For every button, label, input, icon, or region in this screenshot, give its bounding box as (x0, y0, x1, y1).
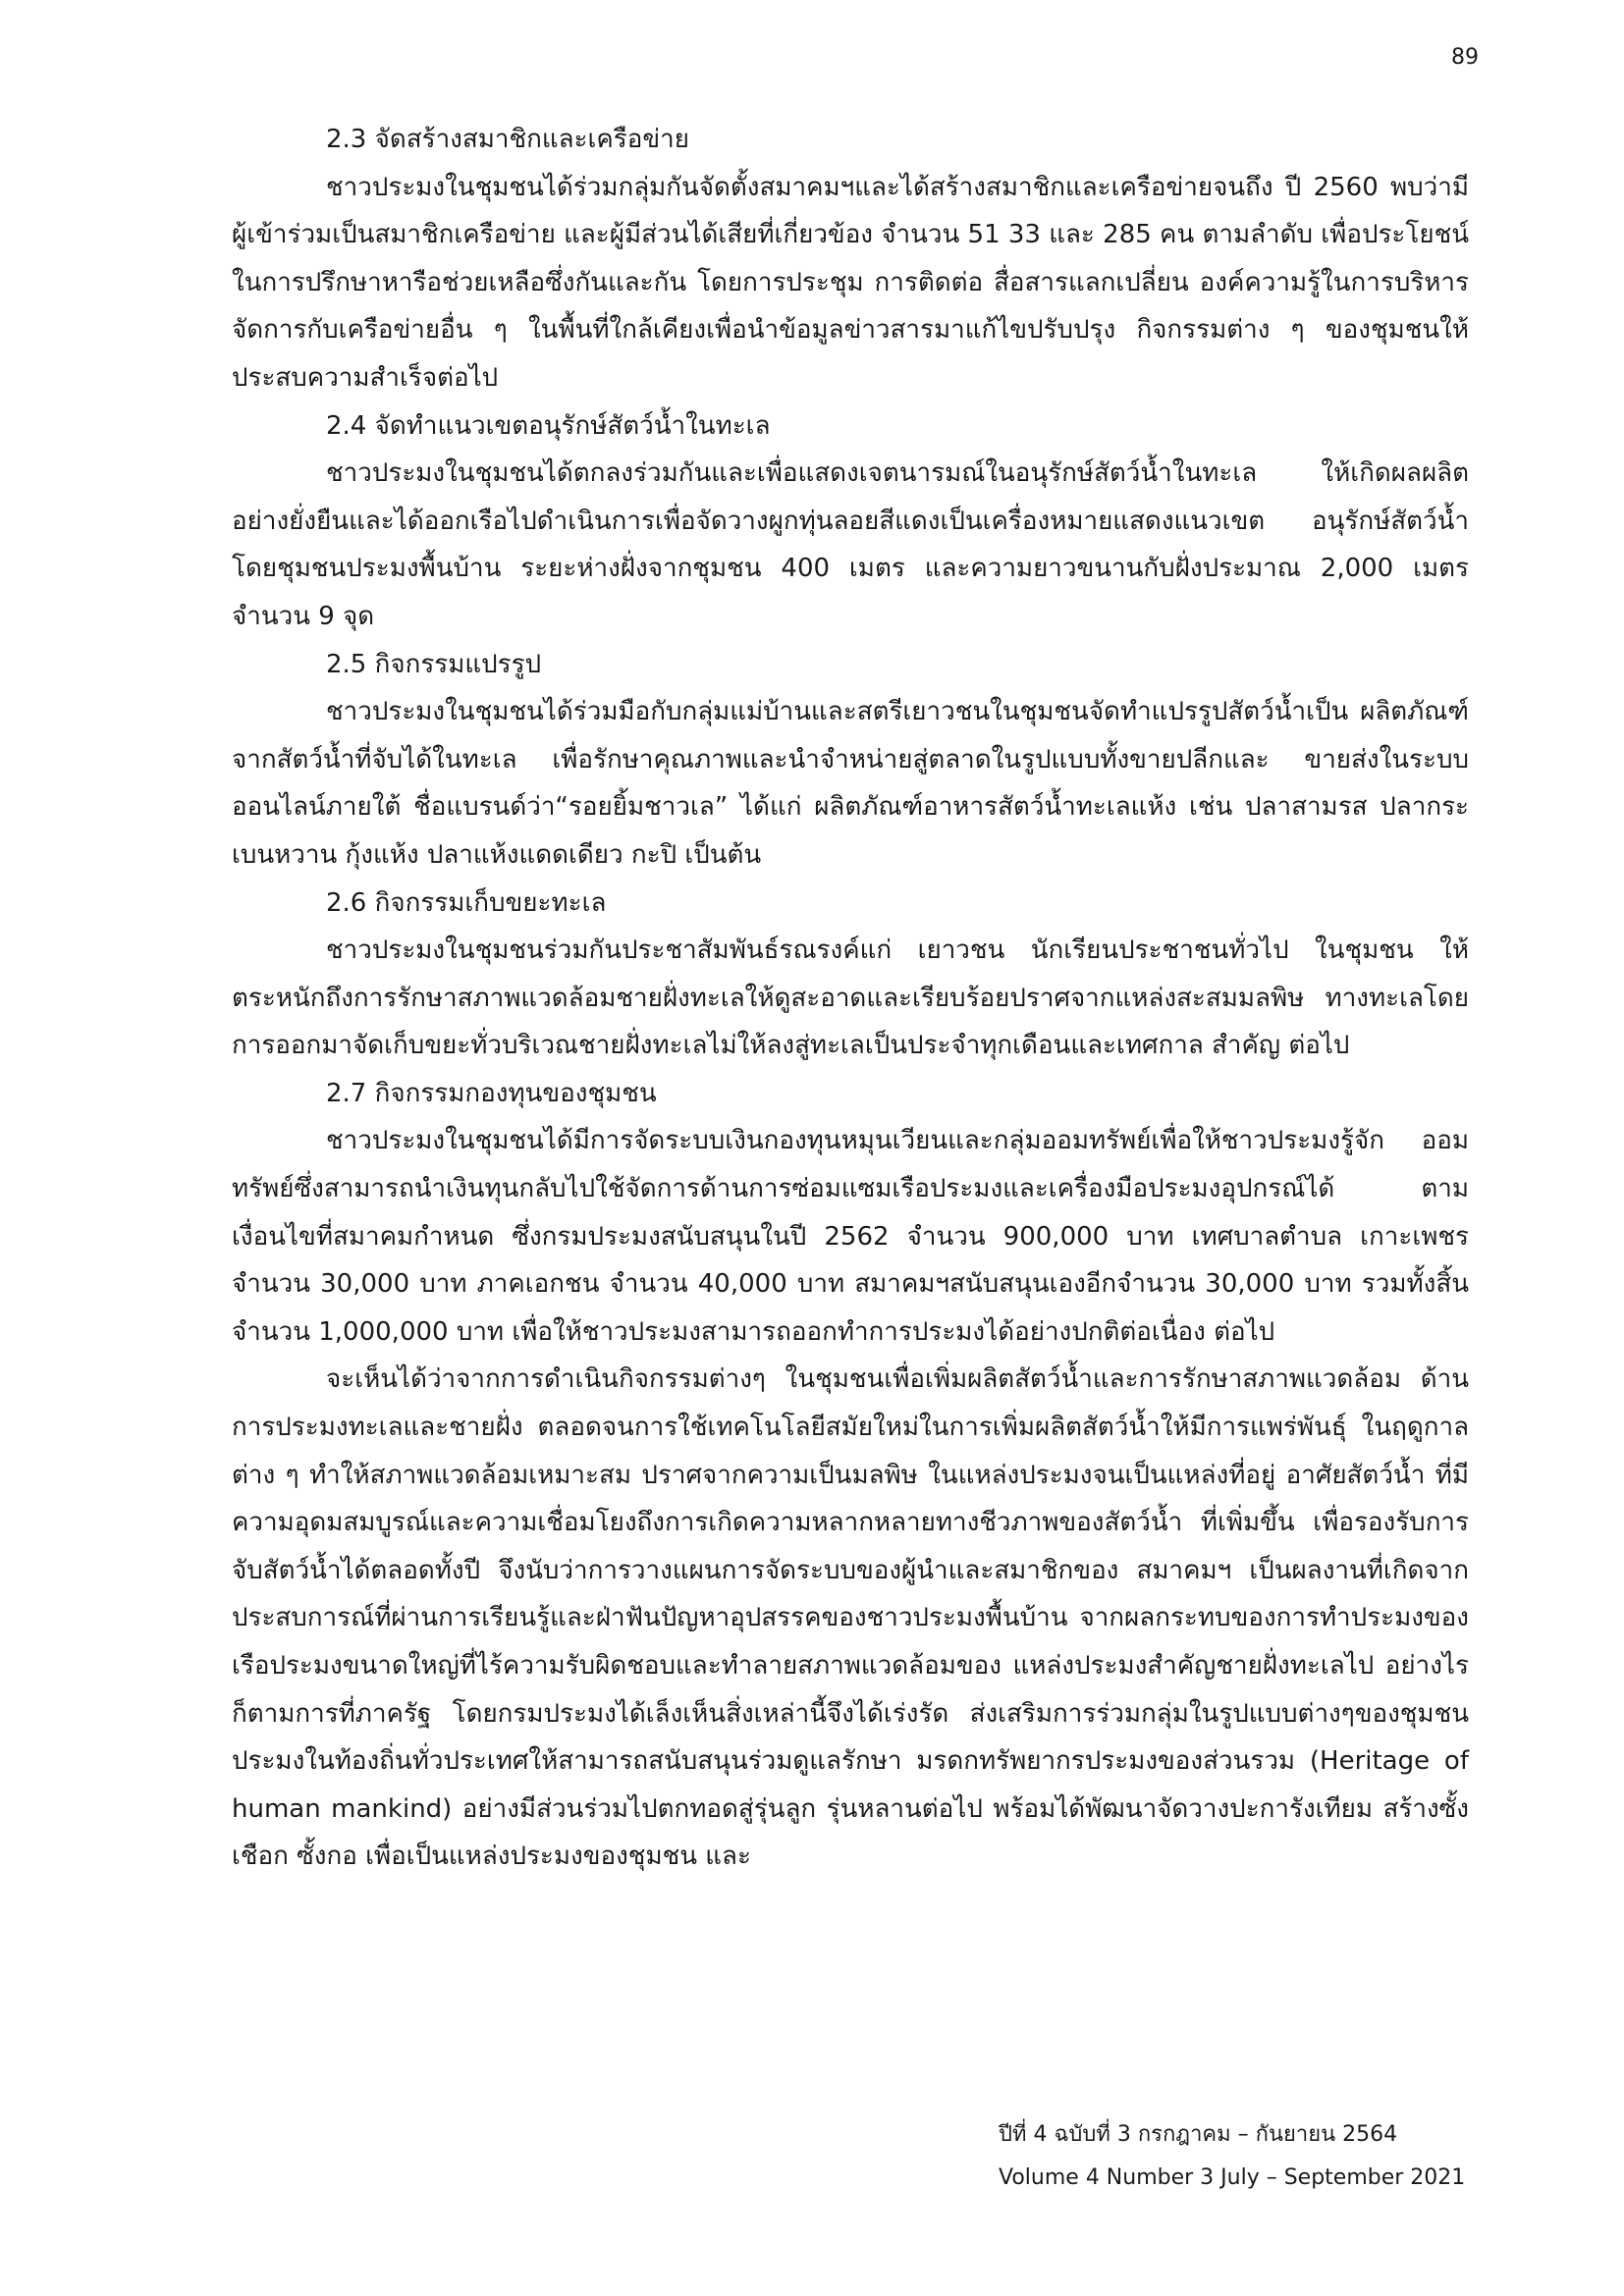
section-paragraph-2-5: ชาวประมงในชุมชนได้ร่วมมือกับกลุ่มแม่บ้านและสตรีเยาวชนในชุมชนจัดทำแปรรูปสัตว์น้ำเป็น ผลิตภัณฑ์จากสัตว์น้ำที่จับได้ในทะเล เพื่อรักษาคุณภาพและนำจำหน่ายสู่ตลาดในรูปแบบทั้งขายปลีกและ ขายส่งในระบบออนไลน์ภายใต้ ชื่อแบรนด์ว่า“รอยยิ้มชาวเล” ได้แก่ ผลิตภัณฑ์อาหารสัตว์น้ำทะเลแห้ง เช่น ปลาสามรส ปลากระเบนหวาน กุ้งแห้ง ปลาแห้งแดดเดียว กะปิ เป็นต้น (232, 697, 1469, 870)
journal-footer (999, 2113, 1465, 2200)
section-paragraph-2-3: ชาวประมงในชุมชนได้ร่วมกลุ่มกันจัดตั้งสมาคมฯและได้สร้างสมาชิกและเครือข่ายจนถึง ปี 2560 พบว่ามีผู้เข้าร่วมเป็นสมาชิกเครือข่าย และผู้มีส่วนได้เสียที่เกี่ยวข้อง จำนวน 51 33 และ 285 คน ตามลำดับ เพื่อประโยชน์ในการปรึกษาหารือช่วยเหลือซึ่งกันและกัน โดยการประชุม การติดต่อ สื่อสารแลกเปลี่ยน องค์ความรู้ในการบริหารจัดการกับเครือข่ายอื่น ๆ ในพื้นที่ใกล้เคียงเพื่อนำข้อมูลข่าวสารมาแก้ไขปรับปรุง กิจกรรมต่าง ๆ ของชุมชนให้ประสบความสำเร็จต่อไป (232, 172, 1469, 393)
section-heading-2-5: 2.5 กิจกรรมแปรรูป (326, 649, 542, 679)
section-heading-2-4: 2.4 จัดทำแนวเขตอนุรักษ์สัตว์น้ำในทะเล (326, 410, 771, 441)
page-number: 89 (1451, 45, 1479, 70)
footer-english-issue: Volume 4 Number 3 July – September 2021 (999, 2165, 1466, 2190)
section-heading-2-3: 2.3 จัดสร้างสมาชิกและเครือข่าย (326, 125, 689, 154)
section-heading-2-6: 2.6 กิจกรรมเก็บขยะทะเล (326, 887, 607, 918)
section-paragraph-2-4: ชาวประมงในชุมชนได้ตกลงร่วมกันและเพื่อแสดงเจตนารมณ์ในอนุรักษ์สัตว์น้ำในทะเล ให้เกิดผลผลิตอย่างยั่งยืนและได้ออกเรือไปดำเนินการเพื่อจัดวางผูกทุ่นลอยสีแดงเป็นเครื่องหมายแสดงแนวเขต อนุรักษ์สัตว์น้ำโดยชุมชนประมงพื้นบ้าน ระยะห่างฝั่งจากชุมชน 400 เมตร และความยาวขนานกับฝั่งประมาณ 2,000 เมตร จำนวน 9 จุด (232, 458, 1469, 631)
section-paragraph-2-7: ชาวประมงในชุมชนได้มีการจัดระบบเงินกองทุนหมุนเวียนและกลุ่มออมทรัพย์เพื่อให้ชาวประมงรู้จัก ออมทรัพย์ซึ่งสามารถนำเงินทุนกลับไปใช้จัดการด้านการซ่อมแซมเรือประมงและเครื่องมือประมงอุปกรณ์ได้ ตามเงื่อนไขที่สมาคมกำหนด ซึ่งกรมประมงสนับสนุนในปี 2562 จำนวน 900,000 บาท เทศบาลตำบล เกาะเพชร จำนวน 30,000 บาท ภาคเอกชน จำนวน 40,000 บาท สมาคมฯสนับสนุนเองอีกจำนวน 30,000 บาท รวมทั้งสิ้นจำนวน 1,000,000 บาท เพื่อให้ชาวประมงสามารถออกทำการประมงได้อย่างปกติต่อเนื่อง ต่อไป (232, 1126, 1469, 1347)
article-body (232, 116, 1469, 1881)
closing-paragraph: จะเห็นได้ว่าจากการดำเนินกิจกรรมต่างๆ ในชุมชนเพื่อเพิ่มผลิตสัตว์น้ำและการรักษาสภาพแวดล้อม ด้านการประมงทะเลและชายฝั่ง ตลอดจนการใช้เทคโนโลยีสมัยใหม่ในการเพิ่มผลิตสัตว์น้ำให้มีการแพร่พันธุ์ ในฤดูกาลต่าง ๆ ทำให้สภาพแวดล้อมเหมาะสม ปราศจากความเป็นมลพิษ ในแหล่งประมงจนเป็นแหล่งที่อยู่ อาศัยสัตว์น้ำ ที่มีความอุดมสมบูรณ์และความเชื่อมโยงถึงการเกิดความหลากหลายทางชีวภาพของสัตว์น้ำ ที่เพิ่มขึ้น เพื่อรองรับการจับสัตว์น้ำได้ตลอดทั้งปี จึงนับว่าการวางแผนการจัดระบบของผู้นำและสมาชิกของ สมาคมฯ เป็นผลงานที่เกิดจากประสบการณ์ที่ผ่านการเรียนรู้และฝ่าฟันปัญหาอุปสรรคของชาวประมงพื้นบ้าน จากผลกระทบของการทำประมงของเรือประมงขนาดใหญ่ที่ไร้ความรับผิดชอบและทำลายสภาพแวดล้อมของ แหล่งประมงสำคัญชายฝั่งทะเลไป อย่างไรก็ตามการที่ภาครัฐ โดยกรมประมงได้เล็งเห็นสิ่งเหล่านี้จึงได้เร่งรัด ส่งเสริมการร่วมกลุ่มในรูปแบบต่างๆของชุมชนประมงในท้องถิ่นทั่วประเทศให้สามารถสนับสนุนร่วมดูแลรักษา มรดกทรัพยากรประมงของส่วนรวม (Heritage of human mankind) อย่างมีส่วนร่วมไปตกทอดสู่รุ่นลูก รุ่นหลานต่อไป พร้อมได้พัฒนาจัดวางปะการังเทียม สร้างซั้งเชือก ซั้งกอ เพื่อเป็นแหล่งประมงของชุมชน และ (232, 1364, 1469, 1872)
section-paragraph-2-6: ชาวประมงในชุมชนร่วมกันประชาสัมพันธ์รณรงค์แก่ เยาวชน นักเรียนประชาชนทั่วไป ในชุมชน ให้ตระหนักถึงการรักษาสภาพแวดล้อมชายฝั่งทะเลให้ดูสะอาดและเรียบร้อยปราศจากแหล่งสะสมมลพิษ ทางทะเลโดยการออกมาจัดเก็บขยะทั่วบริเวณชายฝั่งทะเลไม่ให้ลงสู่ทะเลเป็นประจำทุกเดือนและเทศกาล สำคัญ ต่อไป (232, 935, 1469, 1061)
section-heading-2-7: 2.7 กิจกรรมกองทุนของชุมชน (326, 1078, 657, 1108)
footer-thai-issue: ปีที่ 4 ฉบับที่ 3 กรกฎาคม – กันยายน 2564 (999, 2122, 1398, 2147)
